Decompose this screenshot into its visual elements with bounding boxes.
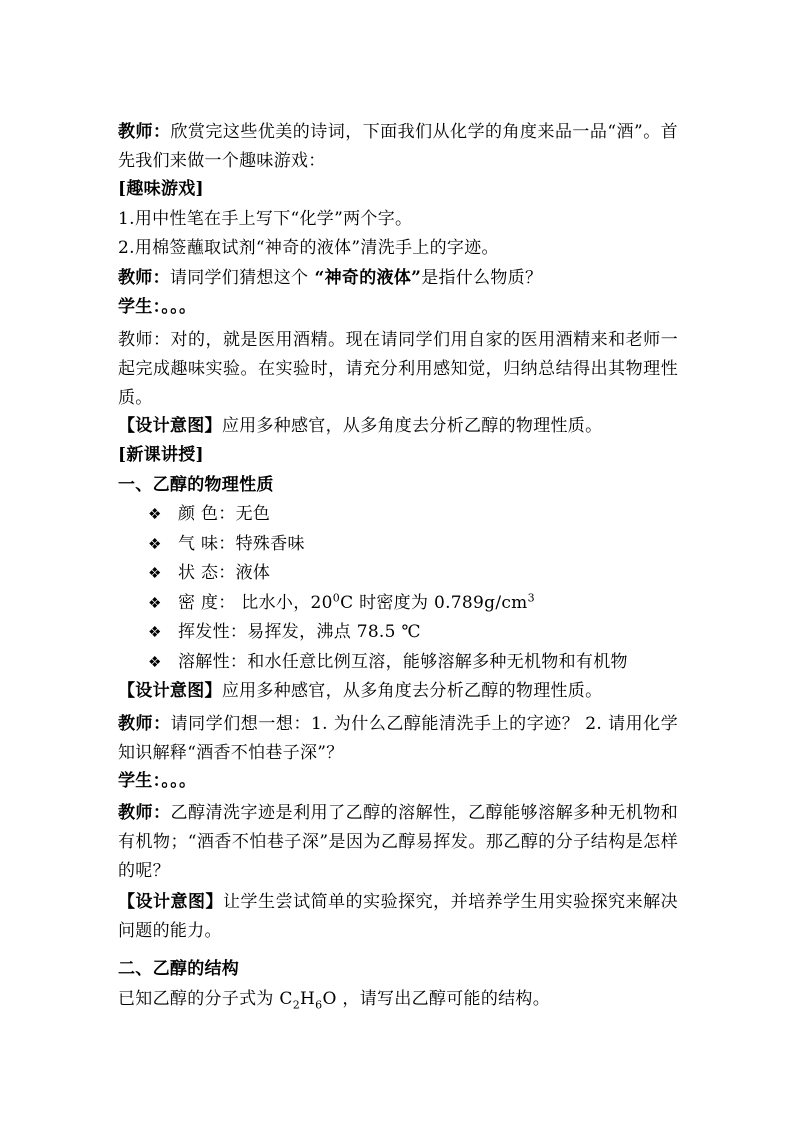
section-new-lesson: [新课讲授]	[118, 445, 204, 465]
heading-structure: 二、乙醇的结构	[118, 959, 240, 979]
paragraph-student-2	[118, 770, 678, 792]
diamond-bullet-icon: ❖	[148, 593, 162, 612]
design-intent-3	[118, 888, 678, 946]
paragraph-text: 乙醇清洗字迹是利用了乙醇的溶解性，乙醇能够溶解多种无机物和有机物；“酒香不怕巷子深”是因为乙醇易挥发。那乙醇的分子结构是怎样的呢？	[118, 803, 679, 881]
diamond-bullet-icon: ❖	[148, 534, 162, 553]
paragraph-teacher-intro	[118, 118, 678, 176]
design-intent-tag: 【设计意图】	[118, 681, 222, 701]
teacher-label: 教师：	[118, 803, 171, 823]
paragraph-text: 应用多种感官，从多角度去分析乙醇的物理性质。	[221, 681, 603, 701]
paragraph-text: 是指什么物质？	[421, 267, 543, 288]
document-page	[118, 118, 678, 1017]
design-intent-tag: 【设计意图】	[118, 415, 222, 436]
bullet-text: 挥发性：易挥发，沸点 78.5 ℃	[178, 622, 421, 642]
paragraph-text: 已知乙醇的分子式为 C	[118, 988, 293, 1009]
ellipsis-text: 。。。	[161, 770, 197, 791]
paragraph-text: H	[300, 988, 316, 1009]
design-intent-tag: 【设计意图】	[118, 892, 224, 912]
paragraph-text: 让学生尝试简单的实验探究，并培养学生用实验探究来解决问题的能力。	[118, 892, 678, 941]
paragraph-teacher-alcohol: 教师：对的，就是医用酒精。现在请同学们用自家的医用酒精来和老师一起完成趣味实验。在实验时，请充分利用感知觉，归纳总结得出其物理性质。	[118, 329, 678, 408]
bullet-state	[118, 562, 678, 584]
student-label: 学生：	[118, 770, 162, 791]
step-1: 1.用中性笔在手上写下“化学”两个字。	[118, 208, 413, 229]
bullet-text: 颜 色：无色	[178, 504, 271, 524]
emphasis-text: “神奇的液体”	[308, 267, 422, 288]
superscript: 3	[527, 590, 535, 604]
paragraph-text: 请同学们猜想这个	[169, 267, 309, 288]
bullet-solubility	[118, 651, 678, 673]
bullet-text: 密 度： 比水小，20	[178, 592, 333, 613]
step-2: 2.用棉签蘸取试剂“神奇的液体”清洗手上的字迹。	[118, 238, 499, 258]
heading-physical-properties: 一、乙醇的物理性质	[118, 474, 274, 495]
bullet-text: C 时密度为 0.789g/cm	[340, 592, 528, 613]
subscript: 6	[315, 997, 323, 1011]
teacher-label: 教师：	[118, 713, 171, 734]
design-intent-2	[118, 680, 678, 702]
diamond-bullet-icon: ❖	[148, 564, 162, 582]
bullet-text: 状 态：液体	[178, 563, 271, 583]
paragraph-teacher-guess	[118, 267, 678, 289]
paragraph-teacher-explain	[118, 799, 678, 886]
teacher-label: 教师：	[118, 122, 171, 142]
bullet-text: 溶解性：和水任意比例互溶，能够溶解多种无机物和有机物	[178, 651, 628, 672]
diamond-bullet-icon: ❖	[148, 652, 162, 671]
bullet-volatility	[118, 621, 678, 643]
paragraph-text: O ，请写出乙醇可能的结构。	[322, 988, 551, 1009]
ellipsis-text: 。。。	[161, 297, 197, 317]
paragraph-student-1	[118, 296, 678, 318]
bullet-color	[118, 503, 678, 525]
section-fun-game: [趣味游戏]	[118, 179, 204, 199]
paragraph-text: 应用多种感官，从多角度去分析乙醇的物理性质。	[221, 415, 603, 436]
student-label: 学生：	[118, 297, 162, 317]
subscript: 2	[292, 997, 301, 1011]
diamond-bullet-icon: ❖	[148, 623, 162, 641]
paragraph-teacher-questions	[118, 710, 678, 768]
superscript: 0	[332, 590, 341, 604]
paragraph-formula	[118, 988, 678, 1010]
bullet-odor	[118, 533, 678, 555]
bullet-text: 气 味：特殊香味	[178, 533, 305, 554]
diamond-bullet-icon: ❖	[148, 505, 162, 523]
teacher-label: 教师：	[118, 267, 170, 288]
bullet-density	[118, 592, 678, 614]
paragraph-text: 请同学们想一想：1. 为什么乙醇能清洗手上的字迹？ 2. 请用化学知识解释“酒香不怕巷子深”？	[118, 713, 678, 763]
paragraph-text: 欣赏完这些优美的诗词，下面我们从化学的角度来品一品“酒”。首先我们来做一个趣味游戏：	[118, 122, 678, 171]
design-intent-1	[118, 415, 678, 437]
